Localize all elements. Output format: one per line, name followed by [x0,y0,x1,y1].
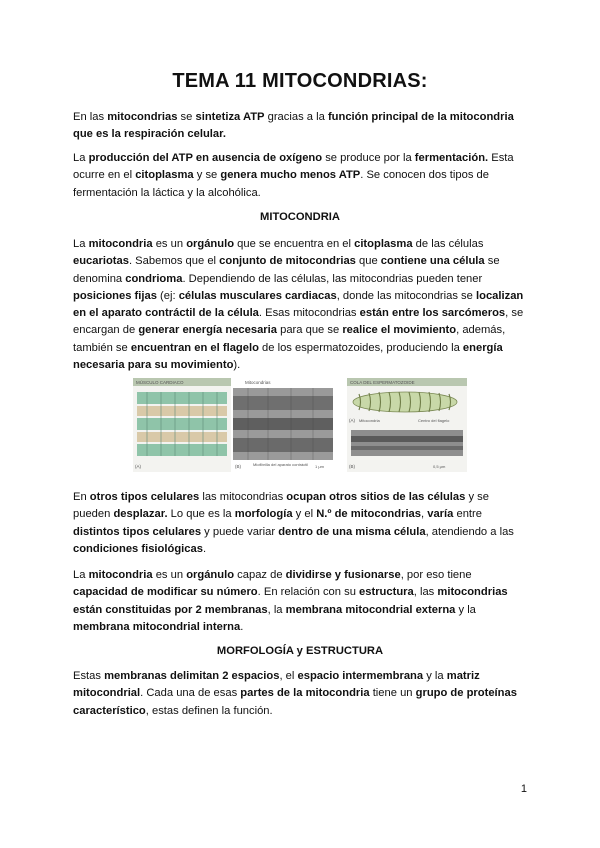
label-mitocondrias: Mitocondrias [245,380,271,385]
text-run: es un [152,569,187,581]
bold-text-run: matriz mitocondrial [73,670,480,700]
bold-text-run: desplazar. [113,508,168,521]
text-run: (ej: [156,289,179,302]
text-run: , atendiendo a las [425,525,514,538]
text-run: , donde las mitocondrias se [336,289,476,302]
text-run: y se pueden [73,491,489,521]
bold-text-run: fermentación. [414,152,489,164]
text-run: de los espermatozoides, produciendo la [258,341,463,354]
text-run: capaz de [234,569,286,581]
paragraph-mitocondria-definition [73,236,529,374]
text-run: se denomina [73,255,500,285]
bold-text-run: orgánulo [186,238,235,250]
cardiac-muscle-diagram [133,378,231,472]
bold-text-run: producción del ATP en ausencia de oxígeno [88,152,323,164]
text-run: . Dependiendo de las células, las mitocondrias pueden tener [182,272,483,285]
bold-text-run: citoplasma [354,238,413,250]
bold-text-run: mitocondrias están constituidas por 2 membranas [73,586,508,616]
bold-text-run: condrioma [125,272,183,285]
text-run: y la [423,670,447,682]
text-run: La [73,238,89,250]
bold-text-run: morfología [234,508,293,521]
bold-text-run: eucariotas [73,255,129,268]
text-run: . Sabemos que el [128,255,220,268]
label-a2: (A) [349,418,355,423]
bold-text-run: función principal de la mitocondria que es la respiración celular. [73,111,514,141]
paragraph-fermentation [73,150,529,202]
electron-micrograph-muscle [233,388,333,460]
label-scale-1: 1 μm [315,464,324,469]
bold-text-run: encuentran en el flagelo [130,341,259,354]
text-run: , por eso tiene [400,569,472,581]
paragraph-membranes [73,668,529,720]
bold-text-run: generar energía necesaria [138,324,277,337]
page-title: TEMA 11 MITOCONDRIAS: [172,70,428,92]
bold-text-run: localizan en el aparato contráctil de la célula [73,289,524,320]
bold-text-run: estructura [359,586,414,599]
text-run: y se [193,169,221,182]
text-run: tiene un [369,687,416,700]
bold-text-run: energía necesaria para su movimiento [73,341,503,372]
text-run: , además, también se [73,324,506,354]
heading-morfologia: MORFOLOGÍA y ESTRUCTURA [216,645,384,657]
bold-text-run: mitocondrias [107,111,178,123]
text-run: , el [279,670,298,682]
bold-text-run: están entre los sarcómeros [359,307,506,320]
text-run: es un [152,238,187,250]
text-run: gracias a la [264,111,328,123]
bold-text-run: posiciones fijas [73,289,157,302]
text-run: . [240,620,244,633]
text-run: , estas definen la función. [145,704,273,717]
text-run: . Cada una de esas [140,687,241,700]
text-run: , la [267,603,286,616]
bold-text-run: dentro de una misma célula [278,525,426,538]
bold-text-run: células musculares cardiacas [178,289,337,302]
bold-text-run: grupo de proteínas característico [73,687,517,717]
text-run: entre [453,508,482,521]
text-run: Esta ocurre en el [73,152,514,182]
bold-text-run: mitocondria [88,238,153,250]
text-run: Estas [73,670,105,682]
label-miofibrilla: Miofibrilla del aparato contráctil [253,462,309,467]
bold-text-run: varía [427,508,454,521]
text-run: Lo que es la [167,508,235,521]
text-run: de las células [412,238,484,250]
bold-text-run: membrana mitocondrial interna [73,620,241,633]
bold-text-run: genera mucho menos ATP [220,169,361,182]
paragraph-intro [73,109,529,144]
text-run: se [177,111,196,123]
page-number: 1 [520,783,527,795]
bold-text-run: distintos tipos celulares [73,525,202,538]
text-run: . En relación con su [257,586,360,599]
text-run: que [355,255,381,268]
text-run: . [202,542,207,555]
bold-text-run: condiciones fisiológicas [73,542,203,555]
bold-text-run: mitocondria [88,569,153,581]
bold-text-run: otros tipos celulares [89,491,200,503]
label-tail: COLA DEL ESPERMATOZOIDE [350,380,415,385]
bold-text-run: realice el movimiento [342,324,457,337]
label-a1: (A) [135,464,141,469]
text-run: para que se [277,324,343,337]
text-run: que se encuentra en el [234,238,355,250]
bold-text-run: membranas delimitan 2 espacios [104,670,280,682]
text-run: En [73,491,90,503]
bold-text-run: partes de la mitocondria [240,687,370,700]
bold-text-run: ocupan otros sitios de las células [286,491,466,503]
bold-text-run: dividirse y fusionarse [285,569,401,581]
text-run: La [73,569,89,581]
text-run: y el [292,508,317,521]
bold-text-run: conjunto de mitocondrias [219,255,356,268]
text-run: , se encargan de [73,307,524,337]
label-flagelo: Centro del flagelo [418,418,450,423]
figure-mitochondria-micrographs [133,378,467,472]
heading-mitocondria: MITOCONDRIA [260,211,340,223]
text-run: En las [73,111,108,123]
label-scale-2: 0,5 μm [433,464,446,469]
text-run: se produce por la [322,152,415,164]
bold-text-run: membrana mitocondrial externa [285,603,456,616]
paragraph-structure [73,567,529,636]
bold-text-run: capacidad de modificar su número [73,586,258,599]
bold-text-run: N.º de mitocondrias [316,508,421,521]
text-run: . Se conocen dos tipos de fermentación la láctica y la alcohólica. [73,169,489,199]
bold-text-run: sintetiza ATP [195,111,265,123]
text-run: . Esas mitocondrias [258,307,360,320]
sperm-tail-diagram [347,378,467,472]
label-b2: (B) [349,464,355,469]
text-run: y la [455,603,476,616]
label-muscle: MÚSCULO CARDIACO [136,380,184,385]
text-run: , las [413,586,438,599]
text-run: las mitocondrias [199,491,287,503]
paragraph-other-cells [73,489,529,558]
bold-text-run: orgánulo [186,569,235,581]
bold-text-run: espacio intermembrana [297,670,424,682]
text-run: , [421,508,428,521]
text-run: y puede variar [201,525,279,538]
text-run: ). [233,359,241,372]
bold-text-run: citoplasma [135,169,194,182]
bold-text-run: contiene una célula [380,255,485,268]
label-b1: (B) [235,464,241,469]
label-mitocondria: Mitocondria [359,418,380,423]
text-run: La [73,152,89,164]
